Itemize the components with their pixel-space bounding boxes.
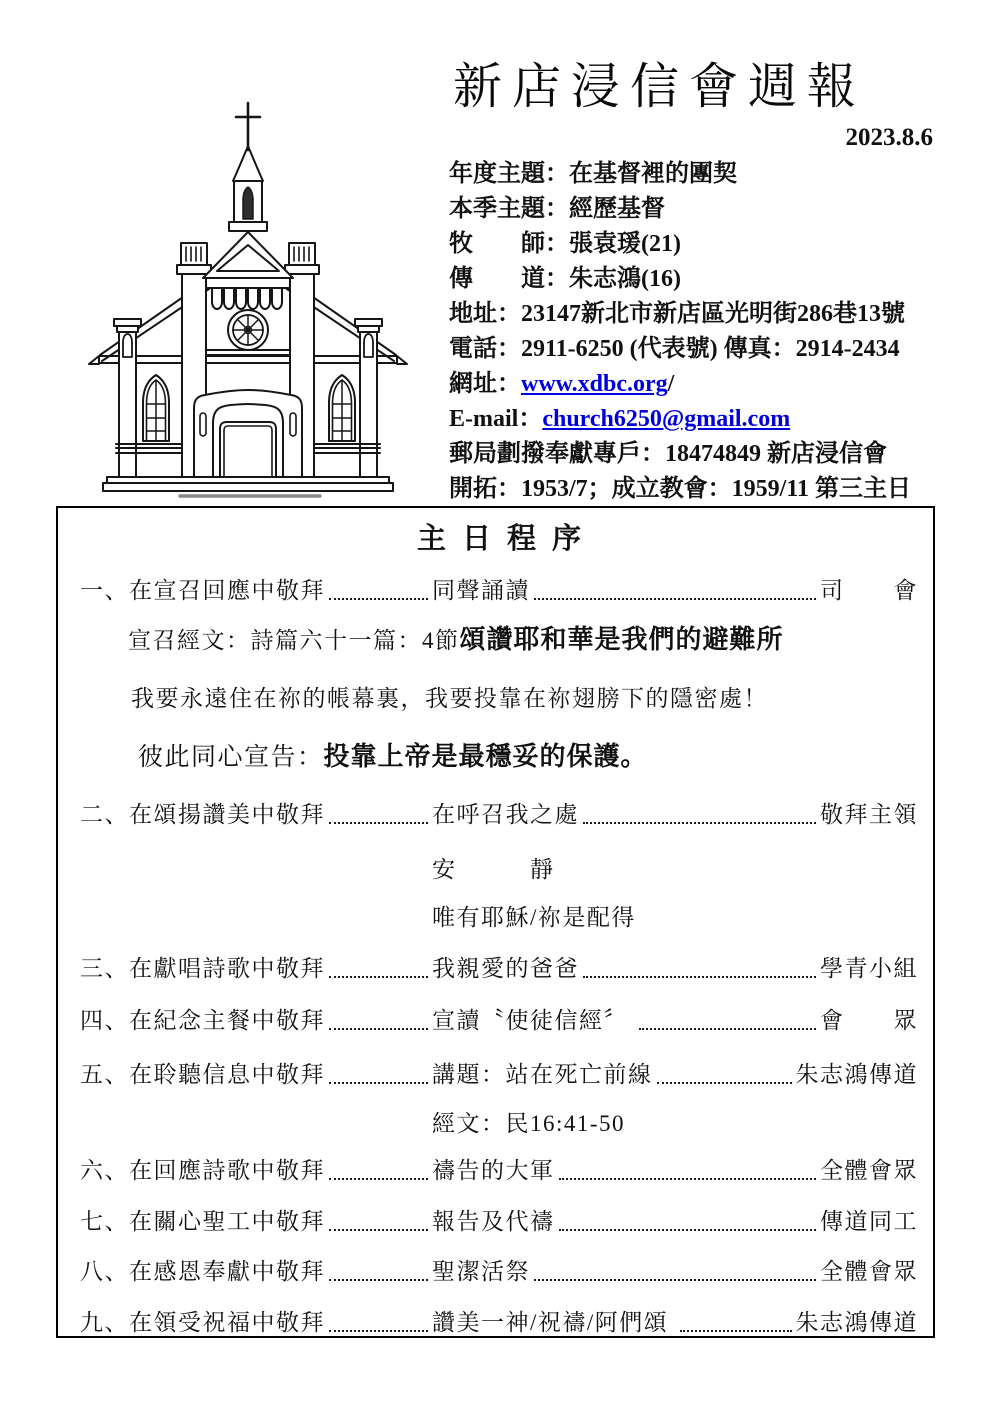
right-column-cap [289, 243, 315, 265]
program-item-8 [80, 1257, 918, 1287]
steeple-window [243, 187, 253, 219]
item-right-label: 全體會眾 [820, 1158, 918, 1183]
church-info-block [449, 157, 969, 507]
program-item-7 [80, 1207, 918, 1237]
issue-date: 2023.8.6 [845, 124, 933, 151]
declaration-text: 投靠上帝是最穩妥的保護。 [323, 742, 648, 771]
item-right-label: 司 會 [820, 578, 918, 603]
item-right-label: 學青小組 [820, 956, 918, 981]
dotted-leader [657, 1060, 792, 1084]
program-item-1 [80, 576, 918, 606]
item-mid-label: 講題：站在死亡前線 [432, 1062, 653, 1087]
left-column-band [177, 265, 211, 274]
song-line-silence: 安 靜 [432, 857, 555, 882]
call-scripture-ref: 宣召經文：詩篇六十一篇：4節 [128, 628, 460, 653]
info-line-website [449, 367, 969, 402]
item-left-label: 七、在關心聖工中敬拜 [80, 1209, 325, 1234]
dotted-leader [534, 1257, 816, 1281]
call-scripture-line [80, 624, 918, 656]
item-mid-label: 聖潔活祭 [432, 1259, 530, 1284]
item-mid-label: 在呼召我之處 [432, 802, 579, 827]
item-mid-label: 禱告的大軍 [432, 1158, 555, 1183]
website-label: 網址： [449, 371, 521, 397]
email-label: E-mail： [449, 406, 543, 432]
eaves-tip-left [89, 356, 99, 364]
program-item-2 [80, 800, 918, 830]
left-column-cap [181, 243, 207, 265]
steeple-base [229, 222, 267, 231]
dotted-leader [680, 1308, 792, 1332]
info-line-phone-fax: 電話：2911-6250 (代表號) 傳真：2914-2434 [449, 336, 900, 362]
song-line-only-jesus: 唯有耶穌/祢是配得 [432, 905, 636, 930]
info-line-minister: 傳 道：朱志鴻(16) [449, 266, 681, 292]
item-left-label: 一、在宣召回應中敬拜 [80, 578, 325, 603]
item-right-label: 敬拜主領 [820, 802, 918, 827]
info-line-founded: 開拓：1953/7；成立教會：1959/11 第三主日 [449, 476, 912, 502]
program-item-4 [80, 1006, 918, 1036]
item-left-label: 三、在獻唱詩歌中敬拜 [80, 956, 325, 981]
program-item-5 [80, 1060, 918, 1090]
item-left-label: 八、在感恩奉獻中敬拜 [80, 1259, 325, 1284]
item-left-label: 二、在頌揚讚美中敬拜 [80, 802, 325, 827]
website-suffix: / [667, 371, 675, 397]
left-pillar-window [123, 334, 132, 357]
dotted-leader [329, 1006, 428, 1030]
base-step-2 [103, 483, 393, 491]
entrance-door [220, 422, 276, 477]
email-link[interactable]: church6250@gmail.com [542, 406, 791, 432]
program-item-9 [80, 1308, 918, 1338]
dotted-leader [583, 800, 816, 824]
info-line-postal-account: 郵局劃撥奉獻專戶：18474849 新店浸信會 [449, 441, 887, 467]
item-left-label: 六、在回應詩歌中敬拜 [80, 1158, 325, 1183]
porch-slot-right [290, 413, 296, 436]
dotted-leader [559, 1156, 817, 1180]
eaves-tip-right [397, 356, 407, 364]
program-item-3 [80, 954, 918, 984]
call-scripture-title: 頌讚耶和華是我們的避難所 [459, 625, 784, 654]
dotted-leader [534, 576, 816, 600]
website-link[interactable]: www.xdbc.org [521, 371, 668, 397]
sunday-program-box [56, 506, 935, 1338]
item-right-label: 傳道同工 [820, 1209, 918, 1234]
declaration-label: 彼此同心宣告： [138, 744, 324, 771]
item-mid-label: 讚美一神/祝禱/阿們頌 [432, 1310, 676, 1335]
info-line-email [449, 402, 969, 437]
dotted-leader [559, 1207, 817, 1231]
sermon-scripture-line: 經文：民16:41-50 [432, 1111, 626, 1136]
item-left-label: 五、在聆聽信息中敬拜 [80, 1062, 325, 1087]
dotted-leader [639, 1006, 816, 1030]
right-pillar-cap [355, 319, 382, 326]
item-mid-label: 宣讀〝使徒信經〞 [432, 1008, 636, 1033]
dotted-leader [329, 1207, 428, 1231]
item-mid-label: 我親愛的爸爸 [432, 956, 579, 981]
declaration-line [80, 741, 918, 773]
dotted-leader [329, 954, 428, 978]
dotted-leader [329, 1060, 428, 1084]
frieze-loops [212, 288, 282, 309]
item-mid-label: 同聲誦讀 [432, 578, 530, 603]
program-title: 主日程序 [416, 523, 597, 555]
rose-window-icon [228, 310, 268, 350]
item-left-label: 九、在領受祝福中敬拜 [80, 1310, 325, 1335]
right-column-band [285, 265, 319, 274]
dotted-leader [329, 1308, 428, 1332]
item-right-label: 朱志鴻傳道 [795, 1310, 918, 1335]
info-line-season-theme: 本季主題：經歷基督 [449, 196, 665, 222]
info-line-address: 地址：23147新北市新店區光明街286巷13號 [449, 301, 905, 327]
dotted-leader [583, 954, 816, 978]
cross-icon [236, 103, 260, 150]
scripture-verse-line: 我要永遠住在祢的帳幕裏，我要投靠在祢翅膀下的隱密處！ [131, 686, 768, 711]
porch-slot-left [200, 413, 206, 436]
eaves-lines [97, 356, 399, 363]
right-pillar-window [364, 334, 373, 357]
left-pillar-cap [114, 319, 141, 326]
dotted-leader [329, 1156, 428, 1180]
church-illustration [88, 95, 410, 499]
program-item-6 [80, 1156, 918, 1186]
dotted-leader [329, 576, 428, 600]
item-right-label: 朱志鴻傳道 [795, 1062, 918, 1087]
item-mid-label: 報告及代禱 [432, 1209, 555, 1234]
dotted-leader [329, 1257, 428, 1281]
info-line-pastor: 牧 師：張袁瑗(21) [449, 231, 681, 257]
item-right-label: 會 眾 [820, 1008, 918, 1033]
dotted-leader [329, 800, 428, 824]
info-line-annual-theme: 年度主題：在基督裡的團契 [449, 161, 737, 187]
item-right-label: 全體會眾 [820, 1259, 918, 1284]
page-title: 新店浸信會週報 [453, 59, 867, 114]
item-left-label: 四、在紀念主餐中敬拜 [80, 1008, 325, 1033]
